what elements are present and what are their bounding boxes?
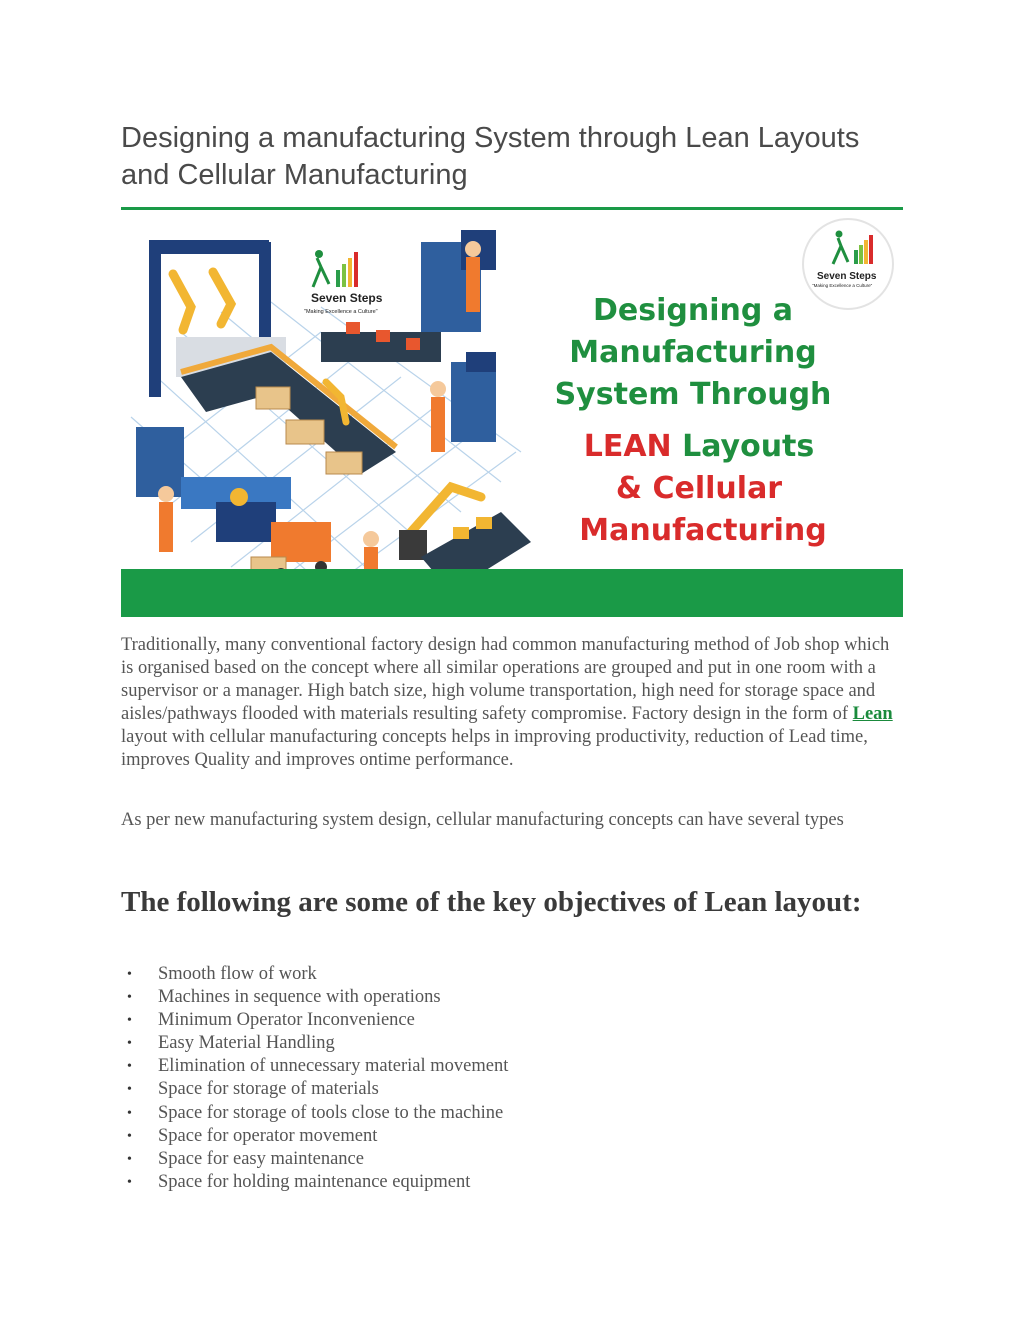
- list-item-text: Space for storage of materials: [158, 1079, 379, 1100]
- list-item-text: Smooth flow of work: [158, 964, 317, 984]
- types-paragraph: As per new manufacturing system design, cellular manufacturing concepts can have several types: [121, 810, 844, 830]
- list-item-text: Space for operator movement: [158, 1125, 378, 1146]
- intro-paragraph: [121, 634, 906, 772]
- intro-text-before-link: Traditionally, many conventional factory design had common manufacturing method of Job shop which is organised based on the concept where all similar operations are grouped and put in one room with a supervisor or a manager. High batch size, high volume transportation, high need for storage space and aisles/pathways flooded with materials resulting safety compromise. Factory design in the form of: [121, 635, 890, 724]
- bullet-icon: •: [127, 1174, 132, 1190]
- list-item-text: Space for storage of tools close to the machine: [158, 1102, 504, 1123]
- bullet-icon: •: [127, 1036, 132, 1052]
- banner-layouts-word: Layouts: [671, 429, 815, 464]
- bullet-icon: •: [127, 1105, 132, 1121]
- bullet-icon: •: [127, 967, 132, 982]
- banner-image: [121, 212, 903, 617]
- list-item-text: Easy Material Handling: [158, 1033, 335, 1054]
- logo-tagline-small: "Making Excellence a Culture": [304, 309, 378, 315]
- banner-lean-layouts-line: [584, 429, 815, 464]
- banner-heading-line-3: System Through: [554, 377, 832, 412]
- list-item: [121, 1078, 821, 1101]
- intro-text-after-link: layout with cellular manufacturing concepts helps in improving productivity, reduction of Lead time, improves Quality and improves ontime performance.: [121, 727, 868, 770]
- list-item: [121, 1171, 821, 1194]
- list-item: [121, 1148, 821, 1171]
- banner-manufacturing-line: Manufacturing: [579, 513, 827, 548]
- objectives-heading: The following are some of the key objectives of Lean layout:: [121, 886, 862, 918]
- banner-lean-word: LEAN: [583, 429, 672, 464]
- logo-tagline-badge: "Making Excellence a Culture": [812, 283, 873, 288]
- list-item-text: Space for holding maintenance equipment: [158, 1171, 471, 1192]
- bullet-icon: •: [127, 1013, 132, 1029]
- page-title: Designing a manufacturing System through Lean Layouts and Cellular Manufacturing: [121, 122, 860, 191]
- lean-link[interactable]: Lean: [852, 704, 893, 724]
- list-item: [121, 1009, 821, 1032]
- title-divider: [121, 207, 903, 210]
- list-item: [121, 986, 821, 1009]
- list-item-text: Minimum Operator Inconvenience: [158, 1010, 415, 1031]
- list-item-text: Elimination of unnecessary material movement: [158, 1056, 509, 1077]
- banner-heading-line-1: Designing a: [592, 293, 794, 328]
- list-item: [121, 1032, 821, 1055]
- list-item: [121, 1102, 821, 1125]
- bullet-icon: •: [127, 990, 132, 1006]
- banner-green-band: [121, 569, 903, 617]
- logo-name-badge: Seven Steps: [817, 271, 877, 282]
- bullet-icon: •: [127, 1151, 132, 1167]
- list-item: [121, 1125, 821, 1148]
- bullet-icon: •: [127, 1128, 132, 1144]
- bullet-icon: •: [127, 1059, 132, 1075]
- list-item-text: Space for easy maintenance: [158, 1148, 364, 1169]
- list-item: [121, 1055, 821, 1078]
- list-item: [121, 963, 821, 986]
- seven-steps-logo-badge: [803, 219, 893, 309]
- seven-steps-logo-small: [313, 250, 358, 287]
- logo-name-small: Seven Steps: [311, 291, 383, 305]
- list-item-text: Machines in sequence with operations: [158, 987, 441, 1008]
- objectives-list: [121, 963, 821, 1194]
- cnc-machine-illustration: [451, 352, 496, 442]
- banner-heading-line-2: Manufacturing: [569, 335, 817, 370]
- banner-cellular-line: & Cellular: [615, 471, 783, 506]
- bullet-icon: •: [127, 1082, 132, 1098]
